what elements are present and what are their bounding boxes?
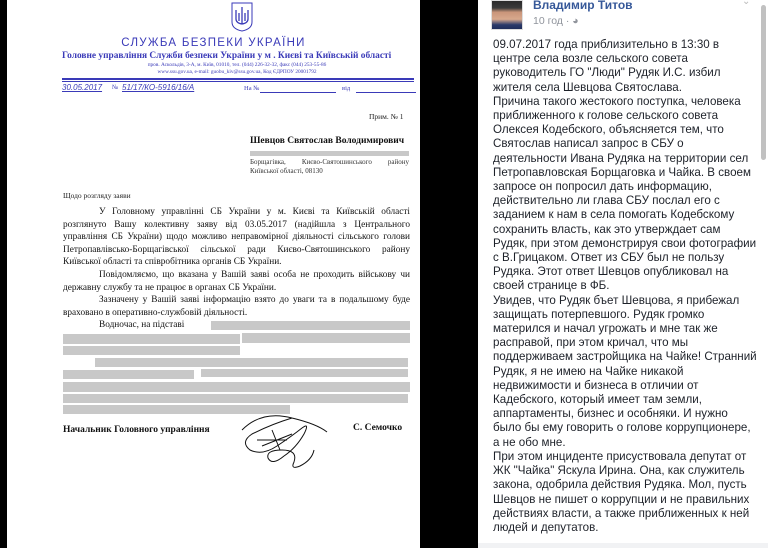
post-paragraph: Причина такого жестокого поступка, человека приближенного к голове сельского совета Олексея Кодебского, объясняется тем, что Святослав написал запрос в СБУ о деятельности Ивана Рудяка на территории сел Петропавловская Борщаговка и Чайка. В своем запросе он попросил дать информацию, действительно ли глава СБУ послал его с заданием к нам в села помогать Кодебскому сохранить власть, как это утверждает сам Рудяк, при этом демонстрируя свои фотографии с В.Грицаком. Ответ из СБУ был не пользу Рудяка. Этот ответ Шевцов опубликовал на своей странице в ФБ. [493, 94, 757, 293]
header-rule-thin [62, 81, 414, 82]
incoming-number-blank [260, 92, 336, 93]
letter-paragraph: Повідомляємо, що вказана у Вашій заяві особа не проходить військову чи державну службу та не працює в органах СБ України. [63, 269, 410, 293]
redacted-block [250, 151, 409, 156]
letter-paragraph-4 [63, 319, 410, 332]
recipient-address: Борщагівка, Києво-Святошинського району [250, 158, 409, 166]
redacted-block [63, 334, 240, 344]
redacted-block [63, 394, 408, 403]
number-label: № [112, 84, 119, 91]
post-paragraph: При этом инциденте присуствовала депутат от ЖК "Чайка" Яскула Ирина. Она, как служитель закона, одобрила действия Рудяка. Мол, пусть Шевцов не пишет о коррупции и не правильних действиях власти, а также приближенных к ней людей и депутатов. [493, 449, 750, 534]
post-paragraph: 09.07.2017 года приблизительно в 13:30 в центре села возле сельского совета руководитель ГО "Люди" Рудяк И.С. избил жителя села Шевцова Святослава. [493, 38, 721, 94]
signer-title: Начальник Головного управління [63, 425, 210, 435]
agency-title: СЛУЖБА БЕЗПЕКИ УКРАЇНИ [121, 37, 306, 49]
globe-icon: ◕ [572, 15, 579, 27]
recipient-address-line2: Київської області, 08130 [250, 167, 323, 175]
signer-name: С. Семочко [353, 423, 403, 433]
redacted-block [201, 369, 408, 377]
department-name: Головне управління Служби безпеки України у м . Києві та Київській області [62, 51, 392, 61]
letter-paragraph: У Головному управлінні СБ України у м. Києві та Київській області розглянуто Вашу колективну заяву від 03.05.2017 (надійшла з Центрального управління СБ України) щодо можливо неправомірної діяльності сільського голови Петропавлівсько-Борщагівської сільської ради Києво-Святошинського району Київської області та співробітника органів СБ України. [63, 207, 410, 268]
letter-subject: Щодо розгляду заяви [63, 191, 131, 200]
post-timestamp[interactable]: 10 год [533, 15, 563, 27]
outgoing-date: 30.05.2017 [62, 83, 103, 92]
post-body [493, 38, 758, 535]
redacted-block [63, 346, 240, 355]
incoming-date-label: від [342, 85, 351, 92]
redacted-block [211, 321, 410, 330]
contact-line: www.ssu.gov.ua, e-mail: guobu_kiv@ssu.gov.ua, Код ЄДРПОУ 20001792 [157, 69, 317, 75]
header-rule [62, 78, 414, 80]
scanned-letter [7, 0, 420, 548]
scrollbar-thumb[interactable] [761, 5, 766, 160]
post-paragraph: Увидев, что Рудяк бъет Шевцова, я прибежал защищать потерпевшого. Рудяк громко матерился и начал угрожать и мне так же расправой, при этом кричал, что мы поддерживаем застройщика на Чайке! Странний Рудяк, я не имею на Чайке никакой недвижимости и бизнеса в отличии от Кадебского, который имеет там земли, аппартаменты, бизнес и особняки. И нужно было бы ему говорить о голове коррупционере, а не обо мне. [493, 293, 757, 449]
address-line: пров. Аскольдів, 3-А, м. Київ, 01010, тел. (044) 226-32-32, факс (044) 253-55-86 [147, 62, 327, 68]
letter-paragraph-start: Водночас, на підставі [99, 320, 185, 331]
recipient-name: Шевцов Святослав Володимирович [250, 136, 405, 146]
redacted-block [63, 370, 194, 379]
letter-body [63, 206, 410, 424]
redacted-block [63, 382, 410, 392]
author-avatar[interactable] [491, 0, 523, 30]
letter-paragraph: Зазначену у Вашій заяві інформацію взято до уваги та в подальшому буде враховано в оперативно-службовій діяльності. [63, 295, 410, 318]
post-meta [533, 15, 579, 27]
author-name-link[interactable]: Владимир Титов [533, 0, 633, 12]
post-footer-divider [478, 543, 768, 548]
handwritten-signature [232, 410, 332, 470]
facebook-post [478, 0, 768, 548]
incoming-number-label: На № [244, 85, 260, 92]
outgoing-number: 51/17/КО-5916/16/А [122, 83, 195, 92]
incoming-date-blank [356, 92, 416, 93]
chevron-down-icon[interactable]: ⌄ [742, 0, 751, 7]
redacted-block [95, 358, 408, 367]
trident-coat-of-arms-icon [231, 2, 253, 32]
annex-label: Прим. № 1 [369, 112, 404, 121]
redacted-block [242, 333, 410, 343]
meta-separator: · [562, 15, 573, 27]
reference-line [62, 83, 417, 95]
